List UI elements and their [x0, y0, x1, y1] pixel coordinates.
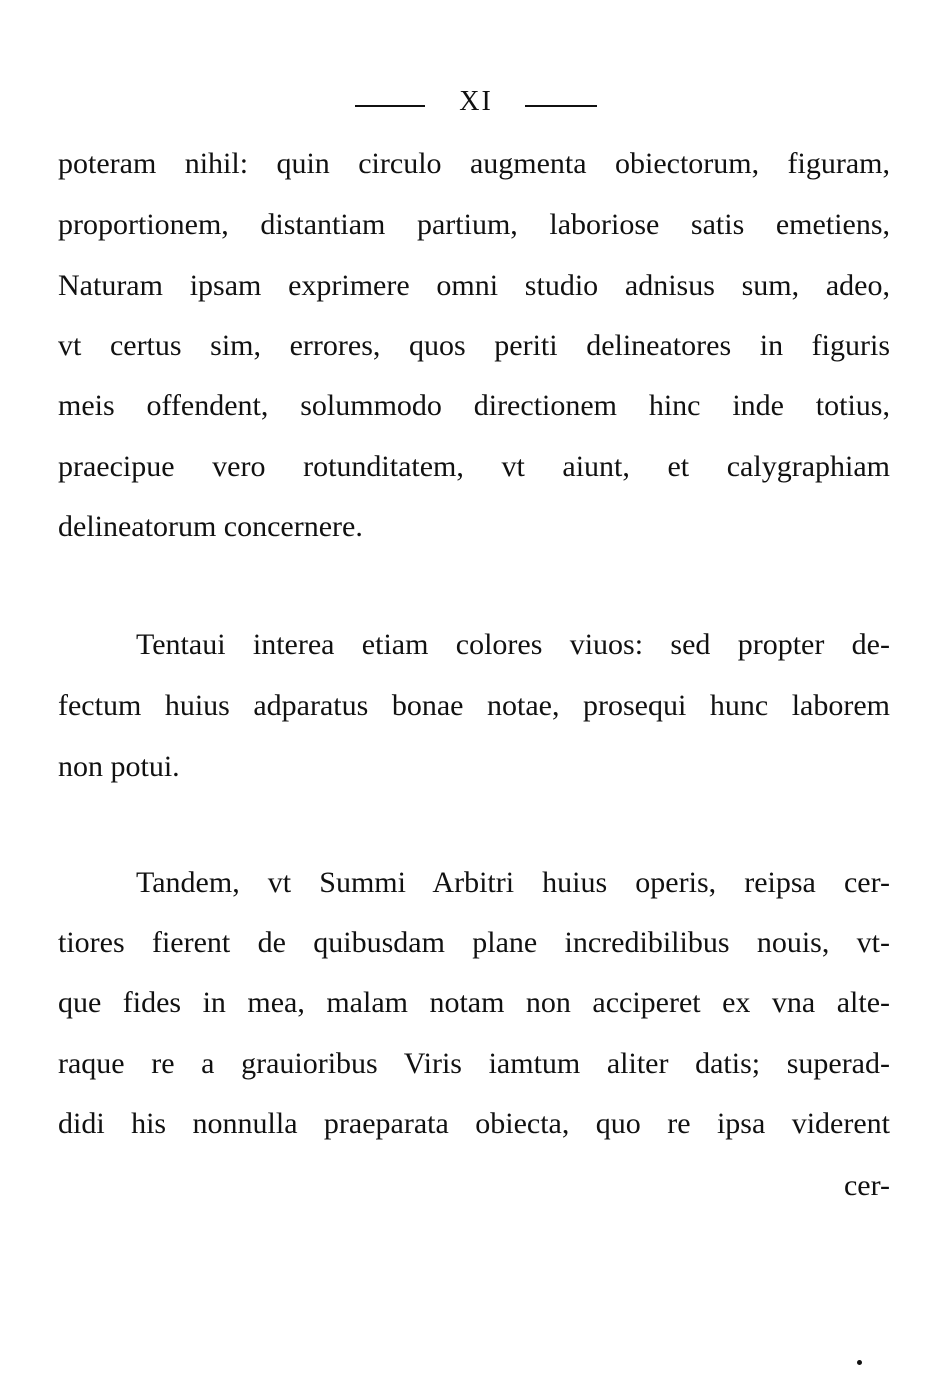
page-number: XI — [459, 86, 493, 117]
ink-speck — [857, 1360, 862, 1365]
text-line: delineatorum concernere. — [58, 510, 363, 543]
text-line: raque re a grauioribus Viris iamtum aliter datis; superad- — [58, 1047, 890, 1080]
text-line: praecipue vero rotunditatem, vt aiunt, et calygraphiam — [58, 450, 890, 483]
text-line: que fides in mea, malam notam non acciperet ex vna alte- — [58, 986, 890, 1019]
text-line: Tandem, vt Summi Arbitri huius operis, reipsa cer- — [136, 866, 890, 899]
text-line: poteram nihil: quin circulo augmenta obiectorum, figuram, — [58, 147, 890, 180]
header-rule-right — [525, 105, 597, 107]
text-line: non potui. — [58, 750, 180, 783]
text-line: didi his nonnulla praeparata obiecta, quo re ipsa viderent — [58, 1107, 890, 1140]
text-line: fectum huius adparatus bonae notae, prosequi hunc laborem — [58, 689, 890, 722]
text-line: proportionem, distantiam partium, laboriose satis emetiens, — [58, 208, 890, 241]
text-line: Naturam ipsam exprimere omni studio adnisus sum, adeo, — [58, 269, 890, 302]
header-rule-left — [355, 105, 425, 107]
text-line: tiores fierent de quibusdam plane incredibilibus nouis, vt- — [58, 926, 890, 959]
text-line: meis offendent, solummodo directionem hinc inde totius, — [58, 389, 890, 422]
text-line: Tentaui interea etiam colores viuos: sed propter de- — [136, 628, 890, 661]
text-line: vt certus sim, errores, quos periti delineatores in figuris — [58, 329, 890, 362]
catchword: cer- — [843, 1169, 890, 1202]
page-header — [0, 84, 950, 124]
